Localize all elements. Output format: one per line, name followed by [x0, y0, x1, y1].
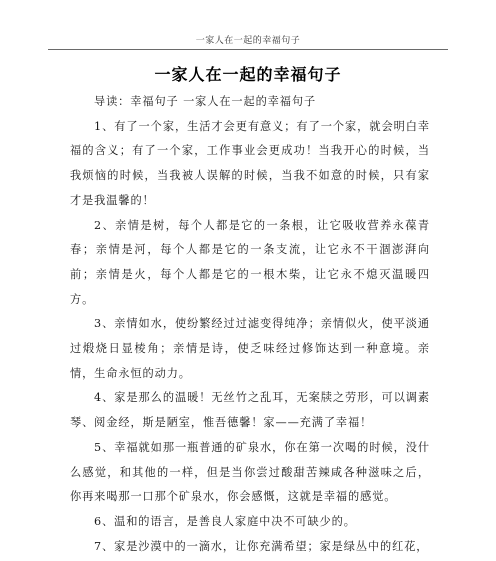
paragraph: 6、温和的语言，是善良人家庭中决不可缺少的。	[94, 514, 356, 528]
paragraph: 5、幸福就如那一瓶普通的矿泉水，你在第一次喝的时候，没什么感觉，和其他的一样，但是当你尝过酸甜苦辣咸各种滋味之后，你再来喝那一口那个矿泉水，你会感慨，这就是幸福的感觉。	[70, 440, 430, 504]
lead-paragraph: 导读：幸福句子 一家人在一起的幸福句子	[94, 95, 317, 108]
paragraph: 7、家是沙漠中的一滴水，让你充满希望；家是绿丛中的红花，	[94, 539, 429, 553]
paragraph: 4、家是那么的温暖！无丝竹之乱耳，无案牍之劳形，可以调素琴、阅金经，斯是陋室，惟吾德馨！家——充满了幸福！	[70, 391, 430, 430]
page-title: 一家人在一起的幸福句子	[154, 65, 342, 84]
paragraph: 1、有了一个家，生活才会更有意义；有了一个家，就会明白幸福的含义；有了一个家，工作事业会更成功！当我开心的时候，当我烦恼的时候，当我被人误解的时候，当我不如意的时候，只有家才是我温馨的！	[70, 119, 430, 207]
paragraph: 3、亲情如水，使纷繁经过过滤变得纯净；亲情似火，使平淡通过煅烧日显棱角；亲情是诗，使乏味经过修饰达到一种意境。亲情，生命永恒的动力。	[70, 317, 430, 380]
paragraph: 2、亲情是树，每个人都是它的一条根，让它吸收营养永葆青春；亲情是河，每个人都是它的一条支流，让它永不干涸澎湃向前；亲情是火，每个人都是它的一根木柴，让它永不熄灭温暖四方。	[70, 218, 430, 306]
article-body	[70, 90, 430, 559]
running-header: 一家人在一起的幸福句子	[195, 36, 301, 46]
header-divider	[48, 49, 448, 50]
